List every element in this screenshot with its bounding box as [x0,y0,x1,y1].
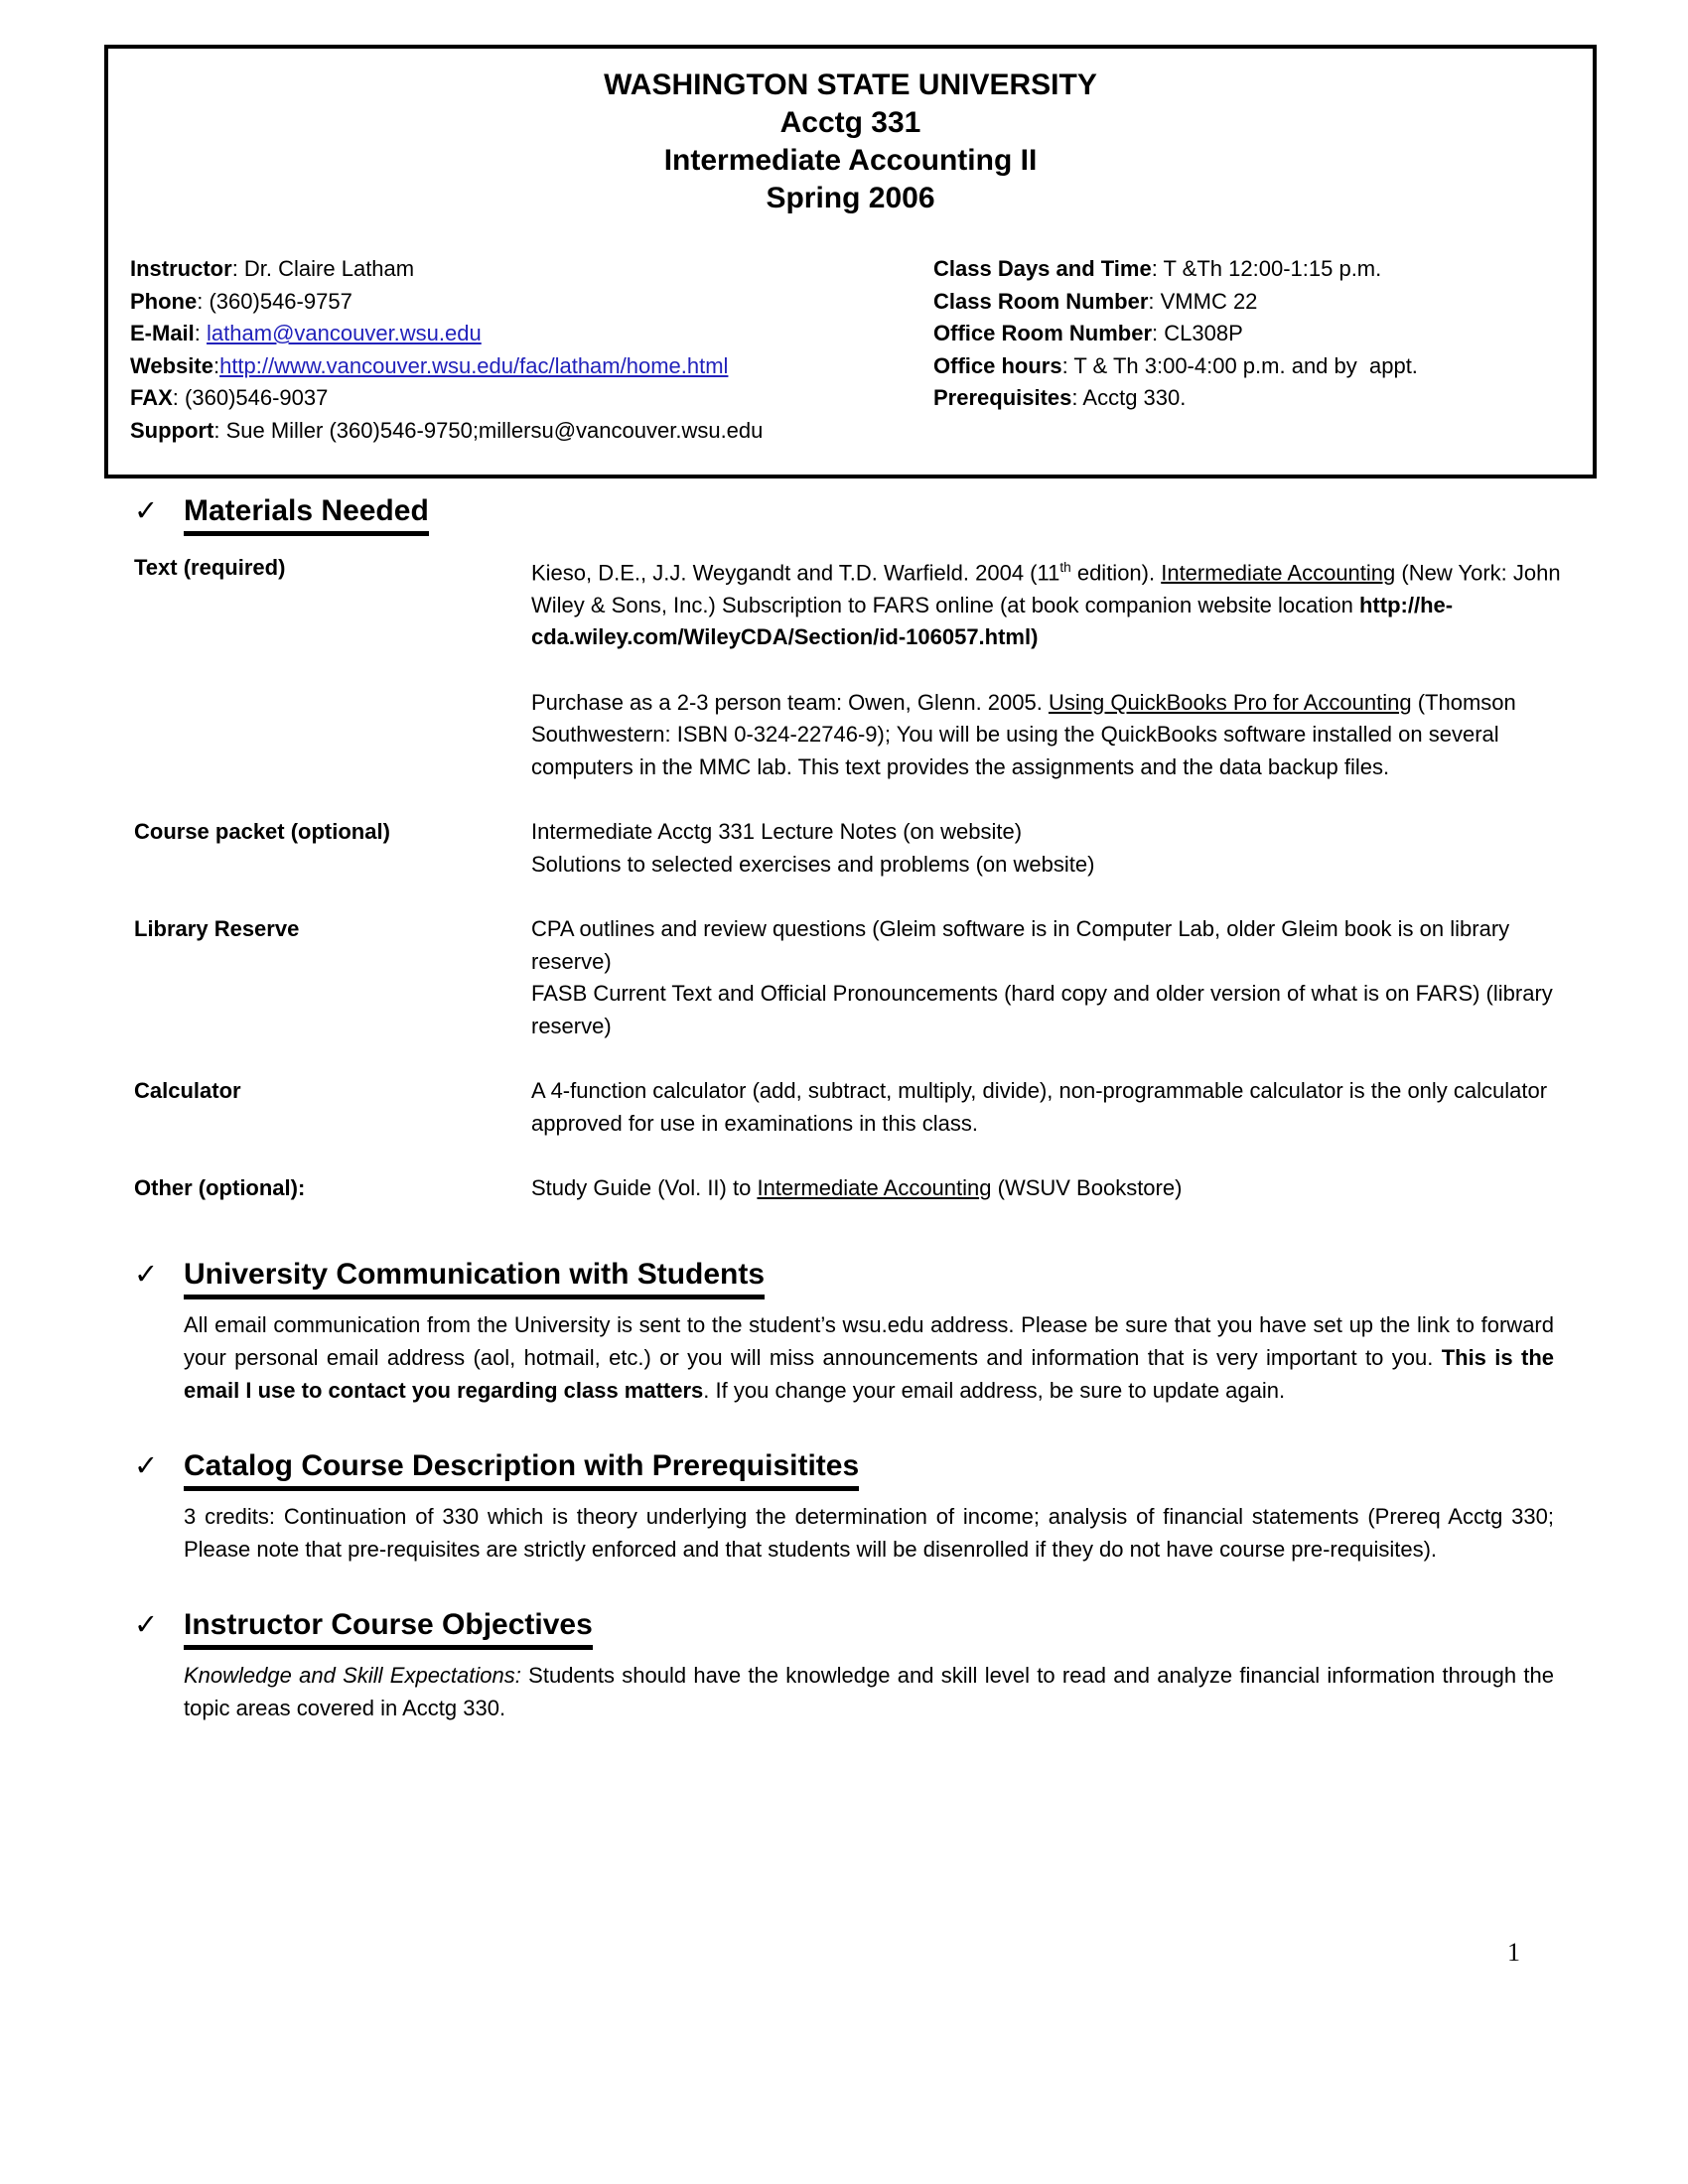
office-hours-value: T & Th 3:00-4:00 p.m. and by appt. [1073,352,1418,378]
support-line: Support: Sue Miller (360)546-9750;millersu@vancouver.wsu.edu [130,417,764,443]
materials-heading-text: Materials Needed [184,494,429,536]
fax-line: FAX: (360)546-9037 [130,385,329,410]
contact-info-right [933,253,1593,447]
phone-label: Phone [130,288,198,314]
phone-line: Phone: (360)546-9757 [130,288,352,314]
instructor-line: Instructor: Dr. Claire Latham [130,256,415,281]
material-label-calculator: Calculator [134,1078,241,1104]
catalog-description-heading-text: Catalog Course Description with Prerequisitites [184,1449,859,1491]
calculator-line: A 4-function calculator (add, subtract, multiply, divide), non-programmable calculator is the only calculator approved for use in examinations in this class. [531,1078,1548,1136]
phone-value: (360)546-9757 [209,288,352,314]
course-packet-line-1: Intermediate Acctg 331 Lecture Notes (on website) [531,819,1023,845]
office-room-value: CL308P [1164,321,1243,345]
website-link[interactable]: http://www.vancouver.wsu.edu/fac/latham/home.html [219,352,729,378]
material-content-text-required [531,552,1594,783]
material-content-course-packet [531,816,1594,881]
classroom-value: VMMC 22 [1160,288,1258,314]
course-number: Acctg 331 [779,106,921,139]
fax-label: FAX [130,385,173,410]
catalog-description-heading [134,1448,1594,1491]
contact-info-left [108,253,933,447]
university-communication-heading-text: University Communication with Students [184,1258,765,1299]
university-communication-heading [134,1257,1594,1299]
email-link[interactable]: latham@vancouver.wsu.edu [207,321,482,345]
class-days-line: Class Days and Time: T &Th 12:00-1:15 p.m. [933,256,1382,281]
material-content-calculator [531,1075,1594,1140]
office-hours-label: Office hours [933,352,1062,378]
office-room-label: Office Room Number [933,321,1153,345]
contact-info [108,253,1593,447]
instructor-value: Dr. Claire Latham [243,256,415,281]
website-line: Website:http://www.vancouver.wsu.edu/fac/latham/home.html [130,352,729,378]
course-packet-line-2: Solutions to selected exercises and problems (on website) [531,851,1095,877]
email-label: E-Mail [130,321,195,345]
support-value: Sue Miller (360)546-9750;millersu@vancouver.wsu.edu [225,417,764,443]
material-label-other: Other (optional): [134,1175,306,1201]
material-content-other [531,1172,1594,1205]
material-row-calculator [134,1075,1594,1140]
fax-value: (360)546-9037 [185,385,329,410]
materials-rows [134,552,1594,1205]
term: Spring 2006 [766,182,935,214]
text-required-paragraph-1: Kieso, D.E., J.J. Weygandt and T.D. Warfield. 2004 (11th edition). Intermediate Accounting (New York: John Wiley & Sons, Inc.) Subscription to FARS online (at book companion website location http://he-cda.wiley.com/WileyCDA/Section/id-106057.html) [531,560,1561,650]
instructor-objectives-body: Knowledge and Skill Expectations: Students should have the knowledge and skill level to read and analyze financial information through the topic areas covered in Acctg 330. [184,1662,1554,1720]
prerequisites-value: Acctg 330. [1082,385,1187,410]
support-label: Support [130,417,214,443]
university-title: WASHINGTON STATE UNIVERSITY [604,68,1097,101]
material-label-course-packet: Course packet (optional) [134,819,390,845]
prerequisites-label: Prerequisites [933,385,1072,410]
materials-section [134,493,1594,1724]
material-row-other [134,1172,1594,1205]
course-name: Intermediate Accounting II [663,144,1038,177]
university-communication-section [134,1257,1594,1407]
instructor-objectives-section [134,1607,1594,1724]
checkmark-icon: ✓ [134,1606,159,1641]
material-row-text-required [134,552,1594,783]
material-row-course-packet [134,816,1594,881]
classroom-line: Class Room Number: VMMC 22 [933,288,1258,314]
other-line: Study Guide (Vol. II) to Intermediate Accounting (WSUV Bookstore) [531,1175,1183,1201]
instructor-label: Instructor [130,256,232,281]
email-line: E-Mail: latham@vancouver.wsu.edu [130,321,482,345]
library-reserve-line-1: CPA outlines and review questions (Gleim software is in Computer Lab, older Gleim book is on library reserve) [531,916,1510,974]
library-reserve-line-2: FASB Current Text and Official Pronouncements (hard copy and older version of what is on FARS) (library reserve) [531,981,1553,1038]
class-days-label: Class Days and Time [933,256,1152,281]
page-number: 1 [1507,1938,1520,1967]
university-communication-body: All email communication from the University is sent to the student’s wsu.edu address. Please be sure that you have set up the link to forward your personal email address (aol, hotmail, etc.) or you will miss announcements and information that is very important to you. This is the email I use to contact you regarding class matters. If you change your email address, be sure to update again. [184,1311,1554,1403]
material-row-library-reserve [134,913,1594,1042]
catalog-description-section [134,1448,1594,1566]
catalog-description-body: 3 credits: Continuation of 330 which is theory underlying the determination of income; analysis of financial statements (Prereq Acctg 330; Please note that pre-requisites are strictly enforced and that students will be disenrolled if they do not have course pre-requisites). [184,1503,1554,1562]
classroom-label: Class Room Number [933,288,1149,314]
prerequisites-line: Prerequisites: Acctg 330. [933,385,1187,410]
material-label-library-reserve: Library Reserve [134,916,300,942]
checkmark-icon: ✓ [134,493,159,527]
material-content-library-reserve [531,913,1594,1042]
materials-heading [134,493,1594,536]
header-box [104,45,1597,478]
material-label-text-required: Text (required) [134,555,286,580]
checkmark-icon: ✓ [134,1447,159,1482]
title-block [108,63,1593,217]
instructor-objectives-heading-text: Instructor Course Objectives [184,1608,593,1650]
instructor-objectives-heading [134,1607,1594,1650]
office-room-line: Office Room Number: CL308P [933,321,1243,345]
checkmark-icon: ✓ [134,1256,159,1291]
office-hours-line: Office hours: T & Th 3:00-4:00 p.m. and by appt. [933,352,1418,378]
text-required-paragraph-2: Purchase as a 2-3 person team: Owen, Glenn. 2005. Using QuickBooks Pro for Accounting (Thomson Southwestern: ISBN 0-324-22746-9); You will be using the QuickBooks software installed on several computers in the MMC lab. This text provides the assignments and the data backup files. [531,689,1516,779]
class-days-value: T &Th 12:00-1:15 p.m. [1163,256,1382,281]
website-label: Website [130,352,213,378]
